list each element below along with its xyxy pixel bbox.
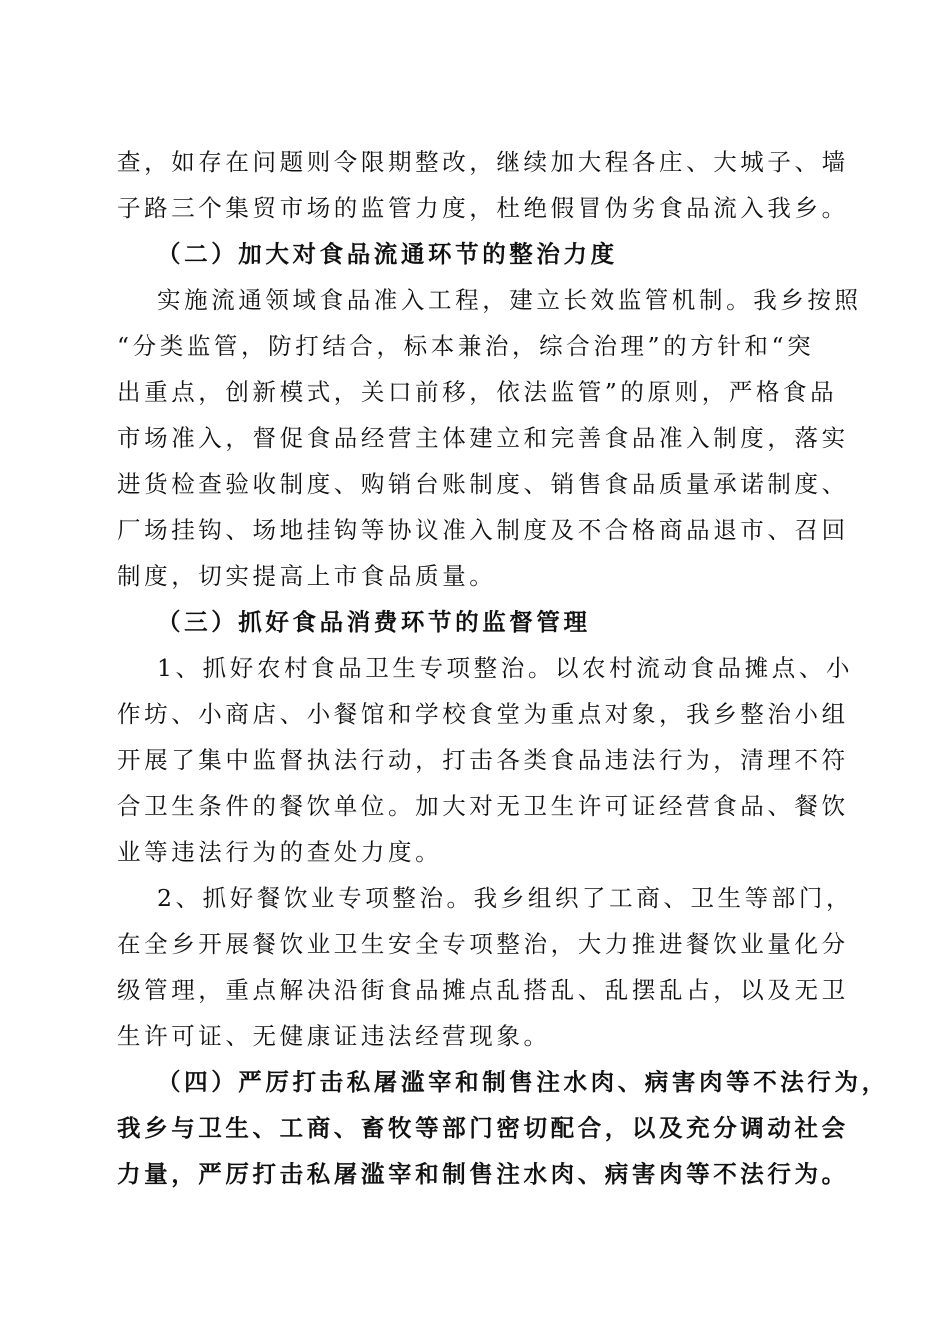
body-text-line-bold: 我乡与卫生、工商、畜牧等部门密切配合，以及充分调动社会 xyxy=(117,1114,849,1142)
body-text-line: 合卫生条件的餐饮单位。加大对无卫生许可证经营食品、餐饮 xyxy=(117,792,849,820)
body-text-line: 作坊、小商店、小餐馆和学校食堂为重点对象，我乡整治小组 xyxy=(117,700,849,728)
body-text-line: 业等违法行为的查处力度。 xyxy=(117,838,443,866)
section-heading-4: （四）严厉打击私屠滥宰和制售注水肉、病害肉等不法行为， xyxy=(157,1068,889,1096)
body-text-line: 厂场挂钩、场地挂钩等协议准入制度及不合格商品退市、召回 xyxy=(117,516,849,544)
body-text-line: 出重点，创新模式，关口前移，依法监管”的原则，严格食品 xyxy=(117,378,838,406)
body-text-line: 市场准入，督促食品经营主体建立和完善食品准入制度，落实 xyxy=(117,424,849,452)
section-heading-3: （三）抓好食品消费环节的监督管理 xyxy=(157,608,591,636)
body-text-line: 查，如存在问题则令限期整改，继续加大程各庄、大城子、墙 xyxy=(117,148,849,176)
body-text-line-bold: 力量，严厉打击私屠滥宰和制售注水肉、病害肉等不法行为。 xyxy=(117,1160,849,1188)
body-text-line: 级管理，重点解决沿街食品摊点乱搭乱、乱摆乱占，以及无卫 xyxy=(117,976,849,1004)
body-text-line: “分类监管，防打结合，标本兼治，综合治理”的方针和“突 xyxy=(117,332,815,360)
section-heading-2: （二）加大对食品流通环节的整治力度 xyxy=(157,240,618,268)
body-text-line: 生许可证、无健康证违法经营现象。 xyxy=(117,1022,551,1050)
body-text-line: 进货检查验收制度、购销台账制度、销售食品质量承诺制度、 xyxy=(117,470,849,498)
body-text-line: 子路三个集贸市场的监管力度，杜绝假冒伪劣食品流入我乡。 xyxy=(117,194,849,222)
body-text-line: 开展了集中监督执法行动，打击各类食品违法行为，清理不符 xyxy=(117,746,849,774)
body-text-line: 制度，切实提高上市食品质量。 xyxy=(117,562,497,590)
body-text-line: 1、抓好农村食品卫生专项整治。以农村流动食品摊点、小 xyxy=(157,654,854,682)
body-text-line: 实施流通领域食品准入工程，建立长效监管机制。我乡按照 xyxy=(157,286,862,314)
body-text-line: 在全乡开展餐饮业卫生安全专项整治，大力推进餐饮业量化分 xyxy=(117,930,849,958)
body-text-line: 2、抓好餐饮业专项整治。我乡组织了工商、卫生等部门， xyxy=(157,884,854,912)
